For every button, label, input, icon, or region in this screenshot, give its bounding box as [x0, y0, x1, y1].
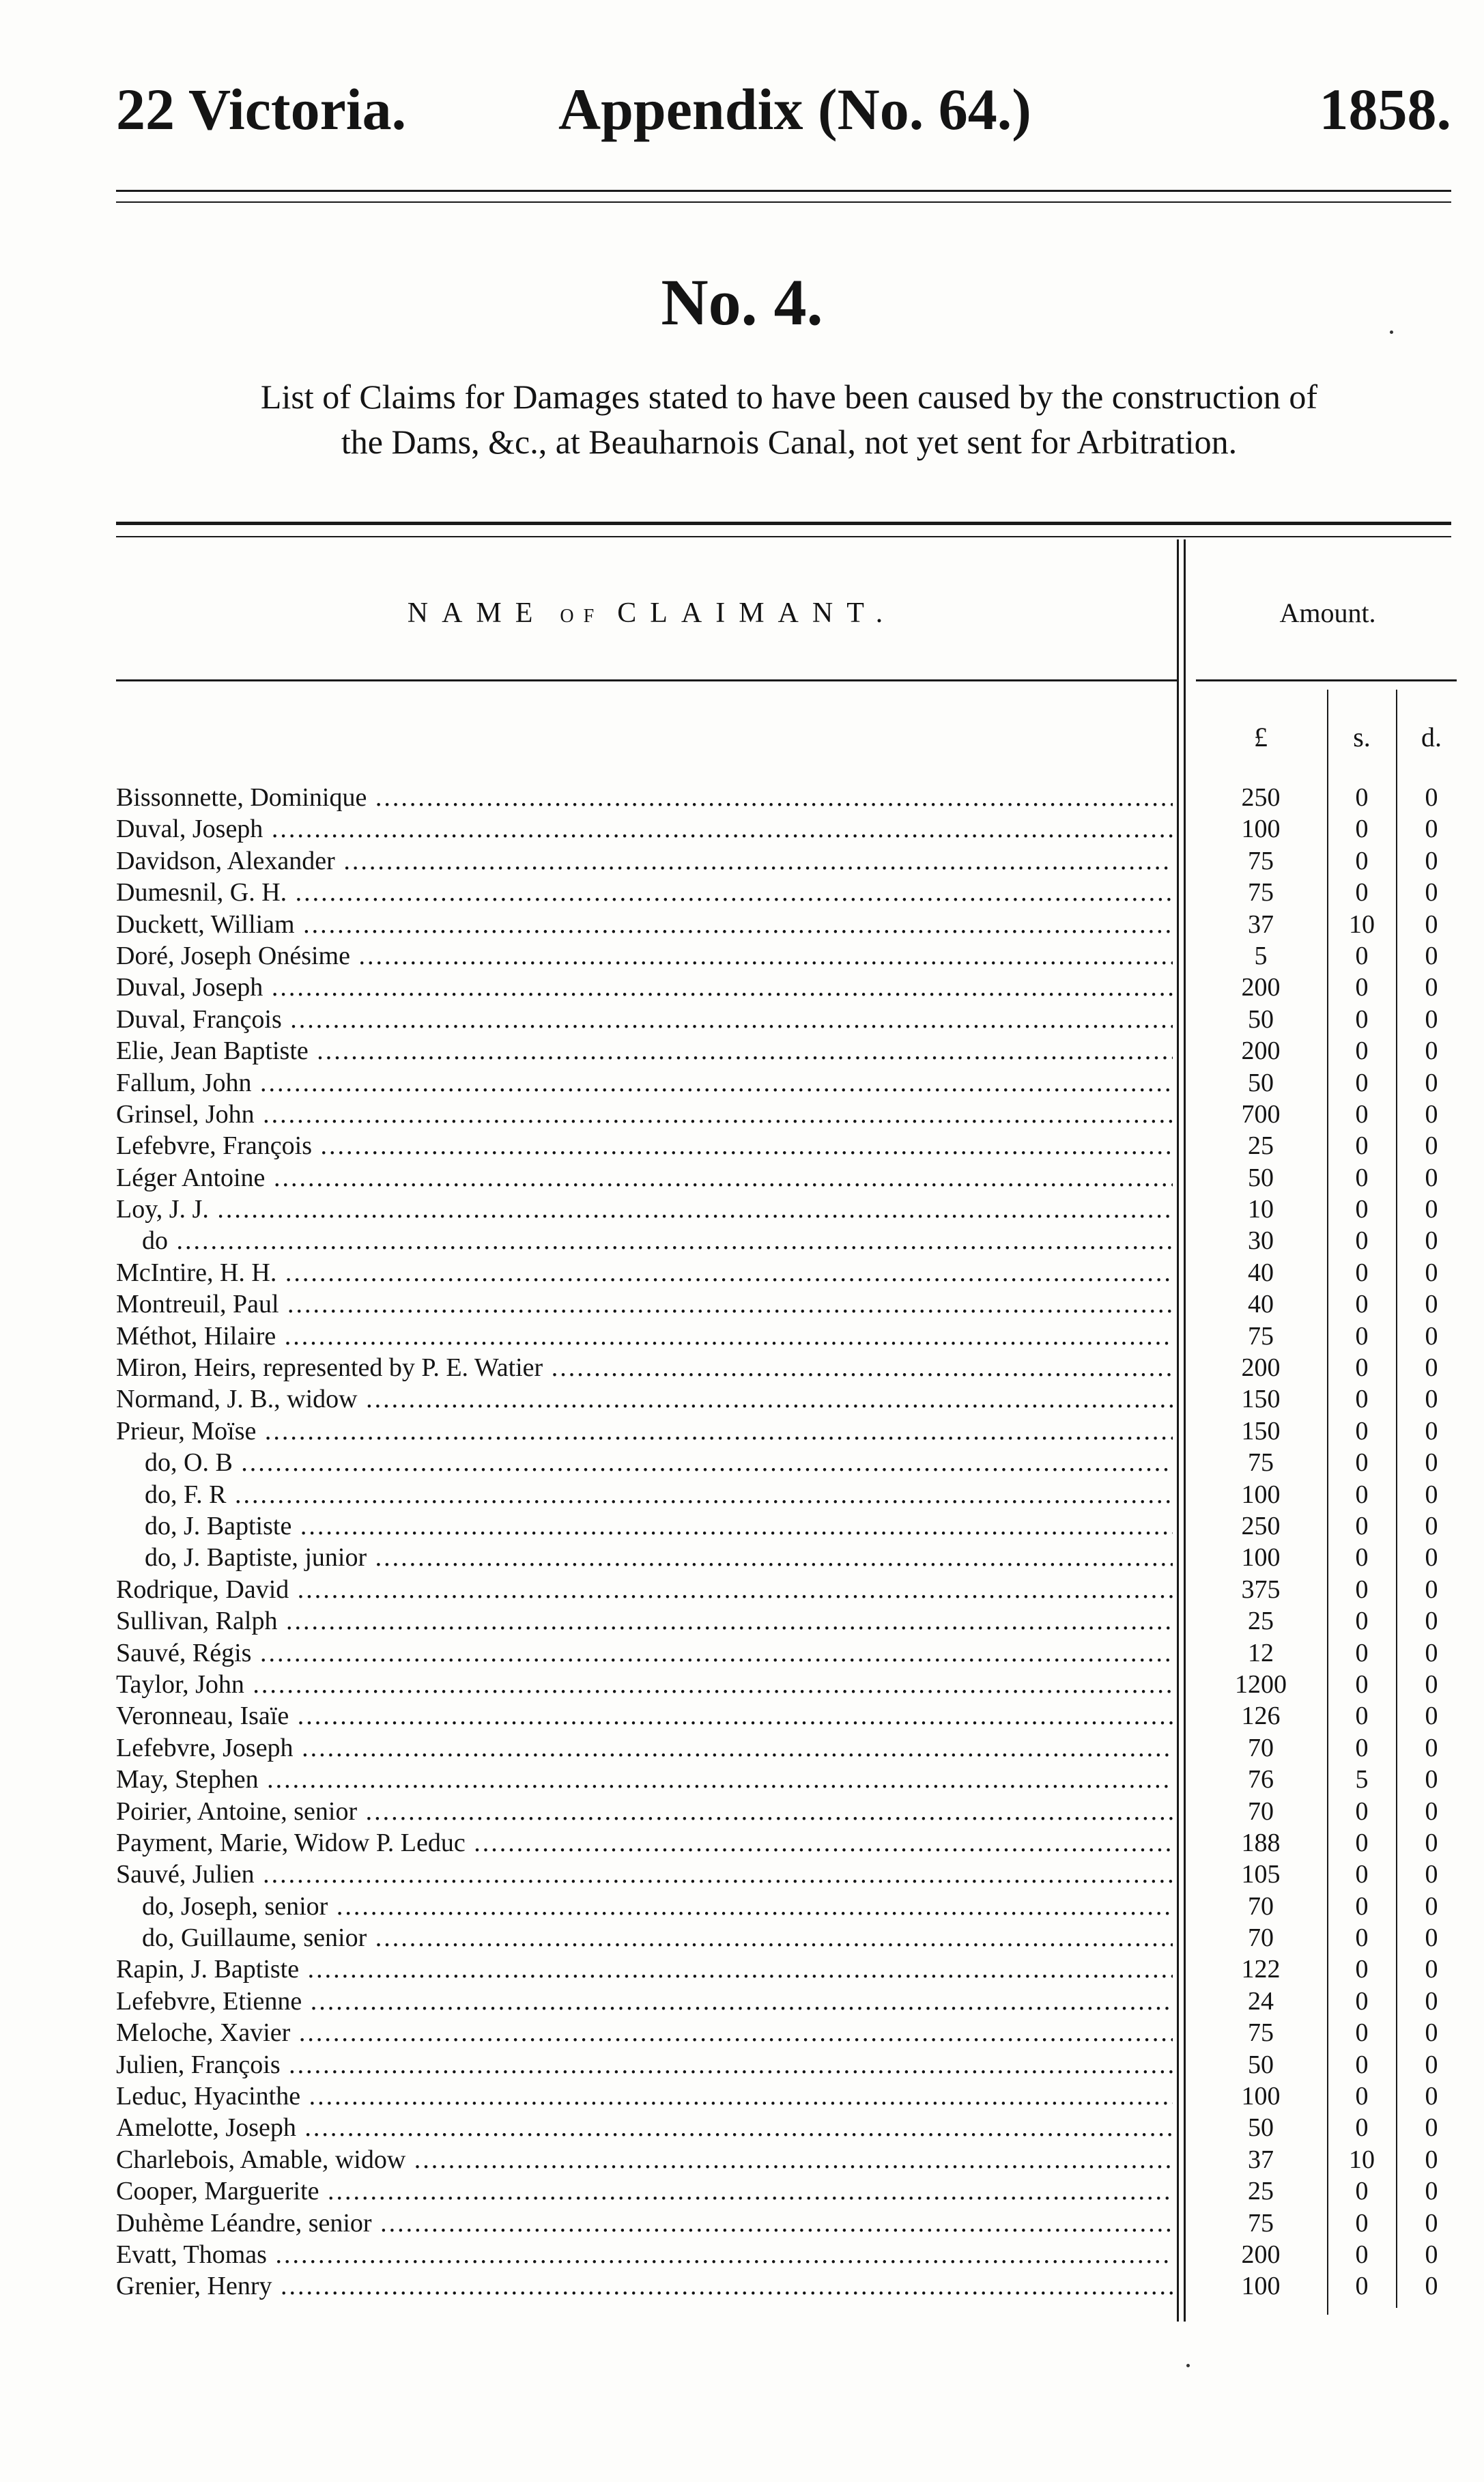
amount-shillings: 0 [1355, 1669, 1369, 1699]
amount-pounds: 75 [1248, 2208, 1274, 2238]
table-row [0, 2175, 1484, 2207]
document-title-line-2: the Dams, &c., at Beauharnois Canal, not yet sent for Arbitration. [341, 423, 1238, 461]
claimant-name: Cooper, Marguerite ..... [116, 2175, 1173, 2207]
amount-shillings: 0 [1355, 1543, 1369, 1573]
amount-pounds: 25 [1248, 2177, 1274, 2206]
amount-pounds: 50 [1248, 2113, 1274, 2143]
amount-pounds: 150 [1241, 1416, 1281, 1446]
amount-pence: 0 [1425, 2113, 1438, 2143]
amount-pence: 0 [1425, 2082, 1438, 2111]
claimant-name: Lefebvre, Joseph ..... [116, 1732, 1173, 1764]
claimant-name: Julien, François ..... [116, 2049, 1173, 2081]
claimant-name: Prieur, Moïse ..... [116, 1415, 1173, 1447]
table-row [0, 1859, 1484, 1890]
amount-pounds: 50 [1248, 1163, 1274, 1192]
claimant-name: Poirier, Antoine, senior ..... [116, 1796, 1173, 1827]
unit-pounds: £ [1254, 722, 1268, 752]
amount-shillings: 0 [1355, 1385, 1369, 1414]
amount-pounds: 25 [1248, 1131, 1274, 1161]
amount-pence: 0 [1425, 1543, 1438, 1573]
amount-pounds: 122 [1241, 1955, 1281, 1984]
amount-shillings: 0 [1355, 1891, 1369, 1921]
claimant-name: Sauvé, Régis ..... [116, 1637, 1173, 1669]
table-row [0, 2081, 1484, 2112]
amount-pence: 0 [1425, 2240, 1438, 2269]
amount-shillings: 0 [1355, 2177, 1369, 2206]
amount-pence: 0 [1425, 1923, 1438, 1953]
amount-pence: 0 [1425, 1575, 1438, 1604]
amount-shillings: 0 [1355, 1290, 1369, 1319]
column-header-of-word: OF [560, 606, 604, 627]
amount-shillings: 0 [1355, 2082, 1369, 2111]
table-row [0, 1099, 1484, 1130]
table-row [0, 1796, 1484, 1827]
claimant-name: Sauvé, Julien ..... [116, 1859, 1173, 1890]
amount-shillings: 0 [1355, 1226, 1369, 1256]
table-row [0, 972, 1484, 1003]
amount-pounds: 70 [1248, 1891, 1274, 1921]
amount-pence: 0 [1425, 1416, 1438, 1446]
amount-shillings: 0 [1355, 1796, 1369, 1826]
claimant-name: Amelotte, Joseph ..... [116, 2112, 1173, 2143]
amount-shillings: 0 [1355, 1258, 1369, 1287]
table-row [0, 1764, 1484, 1795]
column-header-name [116, 593, 1188, 637]
claimant-name: do, O. B ..... [145, 1447, 1173, 1478]
table-row [0, 1383, 1484, 1415]
claimant-name: Miron, Heirs, represented by P. E. Watier ..... [116, 1352, 1173, 1383]
claimant-name: Grinsel, John ..... [116, 1099, 1173, 1130]
amount-shillings: 0 [1355, 1416, 1369, 1446]
amount-shillings: 0 [1355, 1195, 1369, 1224]
amount-pounds: 100 [1241, 815, 1281, 844]
table-row [0, 909, 1484, 940]
amount-pounds: 75 [1248, 846, 1274, 875]
table-row [0, 1637, 1484, 1669]
amount-pounds: 50 [1248, 2050, 1274, 2079]
claimant-name: Duval, Joseph ..... [116, 972, 1173, 1003]
amount-pence: 0 [1425, 1068, 1438, 1097]
table-row [0, 1891, 1484, 1922]
table-row [0, 877, 1484, 908]
document-title-line-1: List of Claims for Damages stated to have been caused by the construction of [260, 378, 1318, 416]
claimant-name: Leduc, Hyacinthe ..... [116, 2081, 1173, 2112]
claims-table-body [0, 782, 1484, 2302]
amount-shillings: 0 [1355, 846, 1369, 875]
amount-pence: 0 [1425, 1195, 1438, 1224]
claimant-name: Evatt, Thomas ..... [116, 2239, 1173, 2270]
table-row [0, 1004, 1484, 1035]
table-row [0, 2239, 1484, 2270]
amount-shillings: 0 [1355, 1321, 1369, 1351]
amount-pounds: 25 [1248, 1607, 1274, 1636]
amount-pounds: 5 [1254, 941, 1268, 970]
amount-pounds: 37 [1248, 909, 1274, 939]
header-separator-rule-amount [1196, 679, 1457, 681]
claimant-name: Rapin, J. Baptiste ..... [116, 1954, 1173, 1985]
amount-pence: 0 [1425, 1004, 1438, 1034]
amount-pence: 0 [1425, 1669, 1438, 1699]
amount-pence: 0 [1425, 1860, 1438, 1889]
column-header-claimant-word: CLAIMANT. [617, 597, 897, 629]
table-row [0, 1257, 1484, 1288]
amount-shillings: 0 [1355, 1353, 1369, 1383]
claimant-name: Elie, Jean Baptiste ..... [116, 1035, 1173, 1067]
table-row [0, 1954, 1484, 1985]
amount-shillings: 0 [1355, 1511, 1369, 1540]
amount-pounds: 30 [1248, 1226, 1274, 1256]
header-appendix: Appendix (No. 64.) [558, 76, 1031, 142]
amount-pence: 0 [1425, 815, 1438, 844]
claimant-name: Loy, J. J. ..... [116, 1194, 1173, 1225]
amount-shillings: 0 [1355, 1575, 1369, 1604]
claimant-name: Meloche, Xavier ..... [116, 2017, 1173, 2048]
amount-shillings: 0 [1355, 1480, 1369, 1509]
amount-pence: 0 [1425, 1607, 1438, 1636]
table-row [0, 1574, 1484, 1605]
amount-pence: 0 [1425, 1321, 1438, 1351]
table-row [0, 813, 1484, 845]
table-row [0, 1225, 1484, 1256]
claimant-name: Dumesnil, G. H. ..... [116, 877, 1173, 908]
table-row [0, 1986, 1484, 2017]
amount-pounds: 50 [1248, 1068, 1274, 1097]
table-top-rule [116, 522, 1451, 537]
amount-shillings: 0 [1355, 878, 1369, 907]
table-row [0, 1162, 1484, 1194]
amount-pence: 0 [1425, 1702, 1438, 1731]
amount-pence: 0 [1425, 973, 1438, 1002]
amount-shillings: 10 [1349, 909, 1375, 939]
amount-pence: 0 [1425, 1480, 1438, 1509]
claimant-name: Charlebois, Amable, widow ..... [116, 2144, 1173, 2175]
amount-shillings: 0 [1355, 1131, 1369, 1161]
amount-pounds: 250 [1241, 783, 1281, 812]
amount-pounds: 200 [1241, 1036, 1281, 1066]
amount-pence: 0 [1425, 1131, 1438, 1161]
amount-pounds: 375 [1241, 1575, 1281, 1604]
claimant-name: Duval, François ..... [116, 1004, 1173, 1035]
amount-pounds: 37 [1248, 2145, 1274, 2174]
amount-shillings: 0 [1355, 973, 1369, 1002]
table-row [0, 782, 1484, 813]
amount-pence: 0 [1425, 2272, 1438, 2301]
table-row [0, 1669, 1484, 1700]
amount-pounds: 126 [1241, 1702, 1281, 1731]
claimant-name: do, J. Baptiste, junior ..... [145, 1542, 1173, 1573]
table-row [0, 1479, 1484, 1510]
amount-shillings: 0 [1355, 1733, 1369, 1762]
amount-shillings: 0 [1355, 1004, 1369, 1034]
amount-pence: 0 [1425, 1385, 1438, 1414]
amount-pounds: 10 [1248, 1195, 1274, 1224]
amount-pounds: 200 [1241, 973, 1281, 1002]
amount-pounds: 200 [1241, 1353, 1281, 1383]
claimant-name: Payment, Marie, Widow P. Leduc ..... [116, 1827, 1173, 1859]
amount-shillings: 0 [1355, 1163, 1369, 1192]
claimant-name: McIntire, H. H. ..... [116, 1257, 1173, 1288]
claimant-name: Veronneau, Isaïe ..... [116, 1700, 1173, 1732]
claimant-name: Taylor, John ..... [116, 1669, 1173, 1700]
amount-pence: 0 [1425, 1036, 1438, 1066]
amount-shillings: 0 [1355, 1860, 1369, 1889]
table-row [0, 2017, 1484, 2048]
amount-pence: 0 [1425, 1638, 1438, 1667]
amount-shillings: 5 [1355, 1765, 1369, 1794]
amount-pounds: 105 [1241, 1860, 1281, 1889]
amount-pounds: 40 [1248, 1258, 1274, 1287]
header-separator-rule [116, 679, 1177, 681]
table-row [0, 2144, 1484, 2175]
amount-pence: 0 [1425, 1828, 1438, 1857]
amount-shillings: 0 [1355, 783, 1369, 812]
amount-pence: 0 [1425, 2018, 1438, 2048]
amount-pounds: 100 [1241, 2082, 1281, 2111]
table-row [0, 2112, 1484, 2143]
claimant-name: Lefebvre, François ..... [116, 1130, 1173, 1161]
claimant-name: Normand, J. B., widow ..... [116, 1383, 1173, 1415]
header-session: 22 Victoria. [116, 76, 407, 142]
document-title [116, 374, 1462, 464]
running-header [116, 72, 1451, 147]
amount-pence: 0 [1425, 1448, 1438, 1478]
amount-pence: 0 [1425, 1163, 1438, 1192]
table-row [0, 2270, 1484, 2302]
amount-pounds: 250 [1241, 1511, 1281, 1540]
table-row [0, 1288, 1484, 1320]
header-rule [116, 190, 1451, 203]
print-speck [1186, 2364, 1190, 2367]
claimant-name: Rodrique, David ..... [116, 1574, 1173, 1605]
column-header-amount: Amount. [1279, 597, 1376, 628]
table-row [0, 940, 1484, 972]
claimant-name: do, Joseph, senior ..... [142, 1891, 1173, 1922]
claimant-name: do ..... [142, 1225, 1173, 1256]
claimant-name: Fallum, John ..... [116, 1067, 1173, 1099]
amount-pence: 0 [1425, 2050, 1438, 2079]
amount-shillings: 0 [1355, 1638, 1369, 1667]
amount-pence: 0 [1425, 1796, 1438, 1826]
table-row [0, 1827, 1484, 1859]
amount-pounds: 75 [1248, 1448, 1274, 1478]
amount-shillings: 0 [1355, 815, 1369, 844]
claimant-name: Duhème Léandre, senior ..... [116, 2208, 1173, 2239]
claimant-name: Duckett, William ..... [116, 909, 1173, 940]
amount-pence: 0 [1425, 1258, 1438, 1287]
amount-pounds: 24 [1248, 1986, 1274, 2016]
amount-pounds: 70 [1248, 1796, 1274, 1826]
amount-pence: 0 [1425, 941, 1438, 970]
amount-pence: 0 [1425, 1986, 1438, 2016]
table-row [0, 1194, 1484, 1225]
amount-pence: 0 [1425, 1353, 1438, 1383]
table-row [0, 1732, 1484, 1764]
amount-pence: 0 [1425, 2145, 1438, 2174]
column-header-name-word: NAME [407, 597, 547, 629]
amount-pounds: 70 [1248, 1923, 1274, 1953]
amount-pounds: 1200 [1235, 1669, 1287, 1699]
amount-shillings: 0 [1355, 1036, 1369, 1066]
table-row [0, 1605, 1484, 1637]
unit-pence: d. [1421, 722, 1442, 752]
claimant-name: Davidson, Alexander ..... [116, 845, 1173, 877]
amount-pence: 0 [1425, 2208, 1438, 2238]
amount-pounds: 150 [1241, 1385, 1281, 1414]
amount-pounds: 200 [1241, 2240, 1281, 2269]
claimant-name: do, Guillaume, senior ..... [142, 1922, 1173, 1954]
amount-shillings: 0 [1355, 1986, 1369, 2016]
claimant-name: Doré, Joseph Onésime ..... [116, 940, 1173, 972]
amount-pence: 0 [1425, 909, 1438, 939]
table-row [0, 1067, 1484, 1099]
claimant-name: do, F. R ..... [145, 1479, 1173, 1510]
claimant-name: May, Stephen ..... [116, 1764, 1173, 1795]
header-year: 1858. [1319, 76, 1451, 142]
amount-shillings: 0 [1355, 1099, 1369, 1129]
table-row [0, 1700, 1484, 1732]
amount-shillings: 0 [1355, 1955, 1369, 1984]
table-row [0, 1542, 1484, 1573]
amount-pence: 0 [1425, 846, 1438, 875]
amount-pence: 0 [1425, 783, 1438, 812]
amount-pence: 0 [1425, 1733, 1438, 1762]
table-row [0, 1922, 1484, 1954]
print-speck [1390, 330, 1393, 334]
claimant-name: Lefebvre, Etienne ..... [116, 1986, 1173, 2017]
amount-pounds: 75 [1248, 1321, 1274, 1351]
amount-pounds: 100 [1241, 1480, 1281, 1509]
amount-pounds: 188 [1241, 1828, 1281, 1857]
table-row [0, 1415, 1484, 1447]
claimant-name: do, J. Baptiste ..... [145, 1510, 1173, 1542]
amount-shillings: 0 [1355, 2208, 1369, 2238]
amount-pounds: 100 [1241, 2272, 1281, 2301]
claimant-name: Montreuil, Paul ..... [116, 1288, 1173, 1320]
amount-pence: 0 [1425, 1511, 1438, 1540]
table-row [0, 1035, 1484, 1067]
amount-pounds: 12 [1248, 1638, 1274, 1667]
claimant-name: Bissonnette, Dominique ..... [116, 782, 1173, 813]
amount-shillings: 0 [1355, 2050, 1369, 2079]
amount-shillings: 0 [1355, 941, 1369, 970]
table-row [0, 1510, 1484, 1542]
amount-shillings: 0 [1355, 2113, 1369, 2143]
amount-shillings: 0 [1355, 1607, 1369, 1636]
amount-pence: 0 [1425, 2177, 1438, 2206]
table-row [0, 2208, 1484, 2239]
amount-pounds: 75 [1248, 878, 1274, 907]
table-row [0, 1352, 1484, 1383]
document-number: No. 4. [661, 266, 823, 339]
table-row [0, 1447, 1484, 1478]
claimant-name: Sullivan, Ralph ..... [116, 1605, 1173, 1637]
claimant-name: Duval, Joseph ..... [116, 813, 1173, 845]
amount-shillings: 0 [1355, 2018, 1369, 2048]
amount-shillings: 0 [1355, 2240, 1369, 2269]
table-row [0, 845, 1484, 877]
amount-pence: 0 [1425, 1765, 1438, 1794]
amount-shillings: 0 [1355, 2272, 1369, 2301]
amount-pounds: 70 [1248, 1733, 1274, 1762]
table-row [0, 1321, 1484, 1352]
amount-pounds: 76 [1248, 1765, 1274, 1794]
table-row [0, 2049, 1484, 2081]
amount-pounds: 100 [1241, 1543, 1281, 1573]
amount-pence: 0 [1425, 878, 1438, 907]
table-row [0, 1130, 1484, 1161]
amount-shillings: 0 [1355, 1923, 1369, 1953]
claimant-name: Léger Antoine ..... [116, 1162, 1173, 1194]
amount-pence: 0 [1425, 1955, 1438, 1984]
amount-shillings: 0 [1355, 1068, 1369, 1097]
amount-shillings: 10 [1349, 2145, 1375, 2174]
amount-pence: 0 [1425, 1891, 1438, 1921]
amount-pence: 0 [1425, 1290, 1438, 1319]
amount-shillings: 0 [1355, 1448, 1369, 1478]
unit-shillings: s. [1353, 722, 1371, 752]
amount-pounds: 75 [1248, 2018, 1274, 2048]
amount-shillings: 0 [1355, 1828, 1369, 1857]
amount-shillings: 0 [1355, 1702, 1369, 1731]
amount-pounds: 40 [1248, 1290, 1274, 1319]
amount-pounds: 50 [1248, 1004, 1274, 1034]
claimant-name: Grenier, Henry ..... [116, 2270, 1173, 2302]
amount-pence: 0 [1425, 1099, 1438, 1129]
amount-pounds: 700 [1241, 1099, 1281, 1129]
amount-pence: 0 [1425, 1226, 1438, 1256]
claimant-name: Méthot, Hilaire ..... [116, 1321, 1173, 1352]
